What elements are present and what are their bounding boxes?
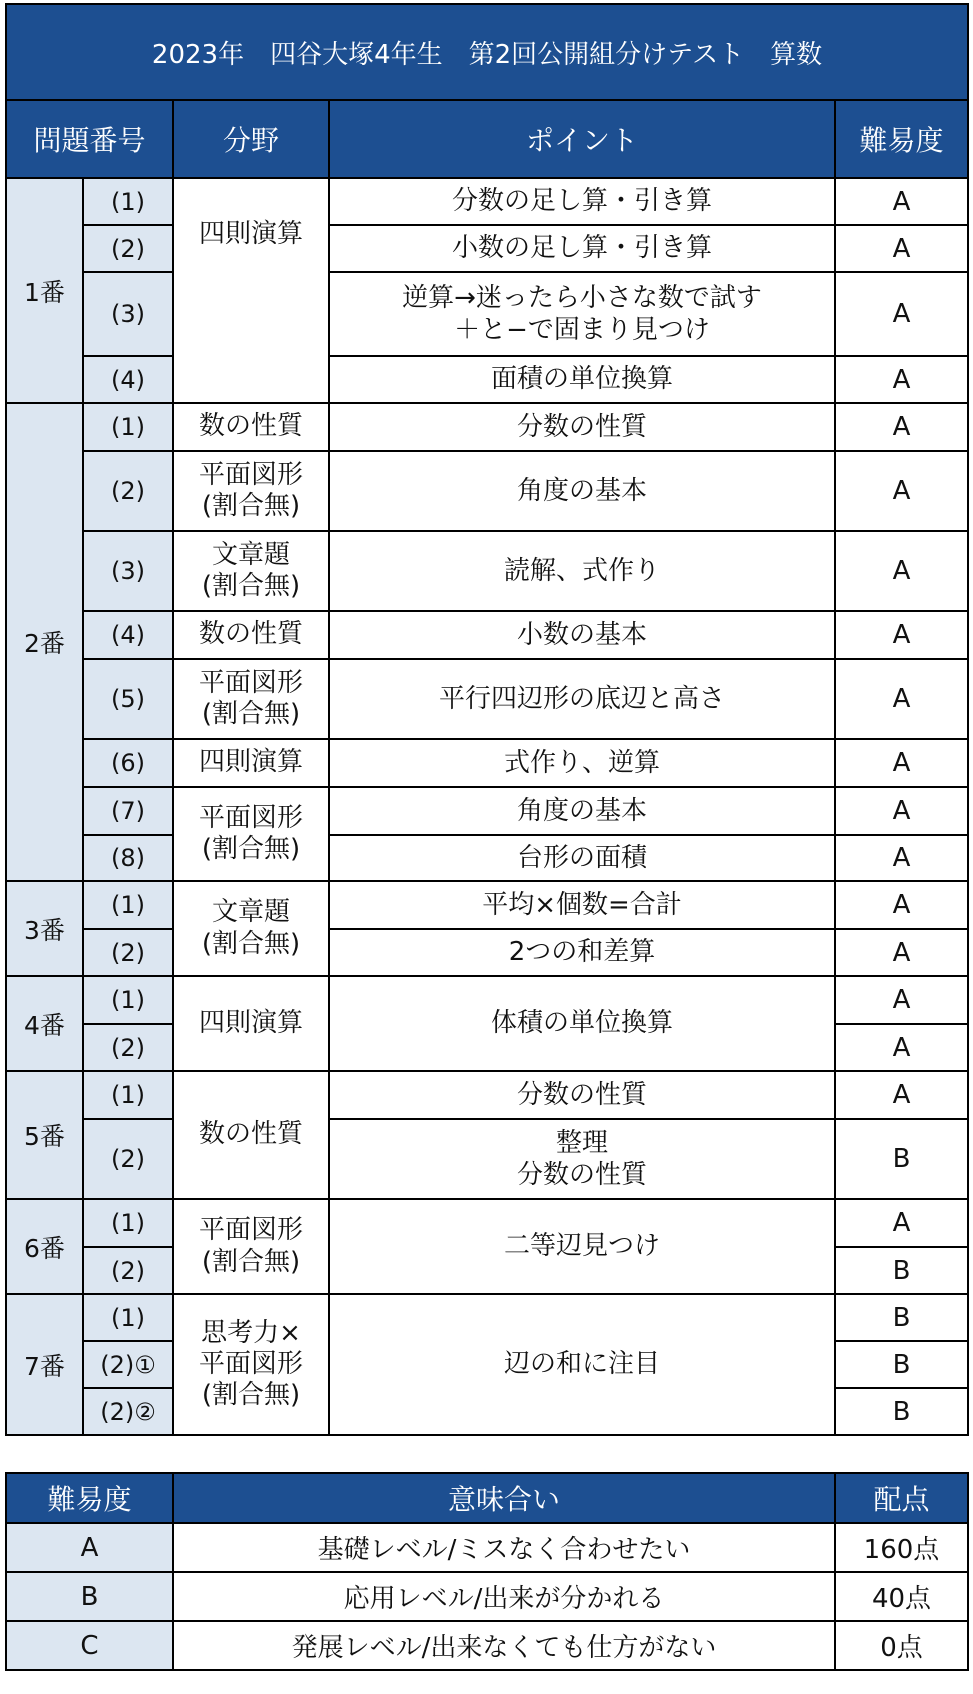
sub-number: (2) [83, 1024, 173, 1071]
field-cell: 文章題 (割合無) [173, 881, 329, 976]
question-number: 3番 [6, 881, 83, 976]
point-cell: 面積の単位換算 [329, 356, 835, 403]
sub-number: (8) [83, 835, 173, 881]
sub-number: (4) [83, 356, 173, 403]
point-cell: 分数の性質 [329, 403, 835, 451]
legend-meaning: 基礎レベル/ミスなく合わせたい [173, 1523, 835, 1572]
legend-header-points: 配点 [835, 1473, 968, 1523]
legend-header-meaning: 意味合い [173, 1473, 835, 1523]
sub-number: (7) [83, 787, 173, 835]
difficulty-cell: A [835, 835, 968, 881]
field-cell: 数の性質 [173, 611, 329, 659]
field-cell: 四則演算 [173, 739, 329, 787]
difficulty-cell: A [835, 929, 968, 976]
difficulty-cell: A [835, 531, 968, 611]
point-cell: 角度の基本 [329, 451, 835, 531]
sub-number: (3) [83, 531, 173, 611]
difficulty-cell: A [835, 659, 968, 739]
legend-difficulty: A [6, 1523, 173, 1572]
question-number: 4番 [6, 976, 83, 1071]
page-title: 2023年 四谷大塚4年生 第2回公開組分けテスト 算数 [6, 4, 968, 100]
question-number: 6番 [6, 1199, 83, 1294]
question-number: 7番 [6, 1294, 83, 1435]
sub-number: (2) [83, 1119, 173, 1199]
point-cell: 2つの和差算 [329, 929, 835, 976]
point-cell: 分数の性質 [329, 1071, 835, 1119]
point-cell: 分数の足し算・引き算 [329, 178, 835, 225]
sub-number: (2) [83, 929, 173, 976]
field-cell: 平面図形 (割合無) [173, 787, 329, 881]
sub-number: (1) [83, 881, 173, 929]
field-cell: 平面図形 (割合無) [173, 659, 329, 739]
legend-meaning: 応用レベル/出来が分かれる [173, 1572, 835, 1621]
difficulty-cell: A [835, 739, 968, 787]
sub-number: (1) [83, 403, 173, 451]
point-cell: 角度の基本 [329, 787, 835, 835]
sub-number: (6) [83, 739, 173, 787]
difficulty-cell: A [835, 881, 968, 929]
difficulty-cell: A [835, 976, 968, 1024]
field-cell: 数の性質 [173, 1071, 329, 1199]
sub-number: (2) [83, 1247, 173, 1294]
difficulty-cell: A [835, 178, 968, 225]
point-cell: 小数の足し算・引き算 [329, 225, 835, 272]
difficulty-cell: B [835, 1341, 968, 1388]
point-cell: 辺の和に注目 [329, 1294, 835, 1435]
field-cell: 文章題 (割合無) [173, 531, 329, 611]
point-cell: 小数の基本 [329, 611, 835, 659]
difficulty-cell: B [835, 1119, 968, 1199]
point-cell: 平行四辺形の底辺と高さ [329, 659, 835, 739]
sub-number: (1) [83, 178, 173, 225]
sub-number: (2) [83, 225, 173, 272]
difficulty-cell: A [835, 403, 968, 451]
difficulty-cell: B [835, 1388, 968, 1435]
sub-number: (2)② [83, 1388, 173, 1435]
header-field: 分野 [173, 100, 329, 178]
legend-points: 160点 [835, 1523, 968, 1572]
difficulty-cell: A [835, 611, 968, 659]
legend-points: 40点 [835, 1572, 968, 1621]
question-number: 5番 [6, 1071, 83, 1199]
point-cell: 体積の単位換算 [329, 976, 835, 1071]
field-cell: 平面図形 (割合無) [173, 1199, 329, 1294]
field-cell: 数の性質 [173, 403, 329, 451]
header-difficulty: 難易度 [835, 100, 968, 178]
difficulty-cell: B [835, 1247, 968, 1294]
point-cell: 読解、式作り [329, 531, 835, 611]
difficulty-cell: A [835, 1024, 968, 1071]
header-number: 問題番号 [6, 100, 173, 178]
sub-number: (1) [83, 976, 173, 1024]
legend-header-difficulty: 難易度 [6, 1473, 173, 1523]
field-cell: 平面図形 (割合無) [173, 451, 329, 531]
difficulty-cell: A [835, 1199, 968, 1247]
difficulty-cell: A [835, 451, 968, 531]
legend-difficulty: B [6, 1572, 173, 1621]
point-cell: 整理 分数の性質 [329, 1119, 835, 1199]
point-cell: 平均×個数=合計 [329, 881, 835, 929]
difficulty-cell: B [835, 1294, 968, 1341]
legend-meaning: 発展レベル/出来なくても仕方がない [173, 1621, 835, 1670]
sub-number: (1) [83, 1294, 173, 1341]
point-cell: 台形の面積 [329, 835, 835, 881]
difficulty-cell: A [835, 225, 968, 272]
difficulty-cell: A [835, 356, 968, 403]
sub-number: (4) [83, 611, 173, 659]
header-point: ポイント [329, 100, 835, 178]
field-cell: 四則演算 [173, 976, 329, 1071]
sub-number: (2)① [83, 1341, 173, 1388]
difficulty-legend-table [5, 1472, 969, 1671]
sub-number: (3) [83, 272, 173, 356]
field-cell: 思考力× 平面図形 (割合無) [173, 1294, 329, 1435]
difficulty-cell: A [835, 787, 968, 835]
point-cell: 二等辺見つけ [329, 1199, 835, 1294]
sub-number: (5) [83, 659, 173, 739]
problem-table [5, 3, 969, 1436]
question-number: 2番 [6, 403, 83, 881]
sub-number: (1) [83, 1199, 173, 1247]
field-cell: 四則演算 [173, 178, 329, 403]
legend-points: 0点 [835, 1621, 968, 1670]
question-number: 1番 [6, 178, 83, 403]
legend-difficulty: C [6, 1621, 173, 1670]
difficulty-cell: A [835, 1071, 968, 1119]
difficulty-cell: A [835, 272, 968, 356]
point-cell: 式作り、逆算 [329, 739, 835, 787]
point-cell: 逆算→迷ったら小さな数で試す ＋と−で固まり見つけ [329, 272, 835, 356]
sub-number: (2) [83, 451, 173, 531]
sub-number: (1) [83, 1071, 173, 1119]
